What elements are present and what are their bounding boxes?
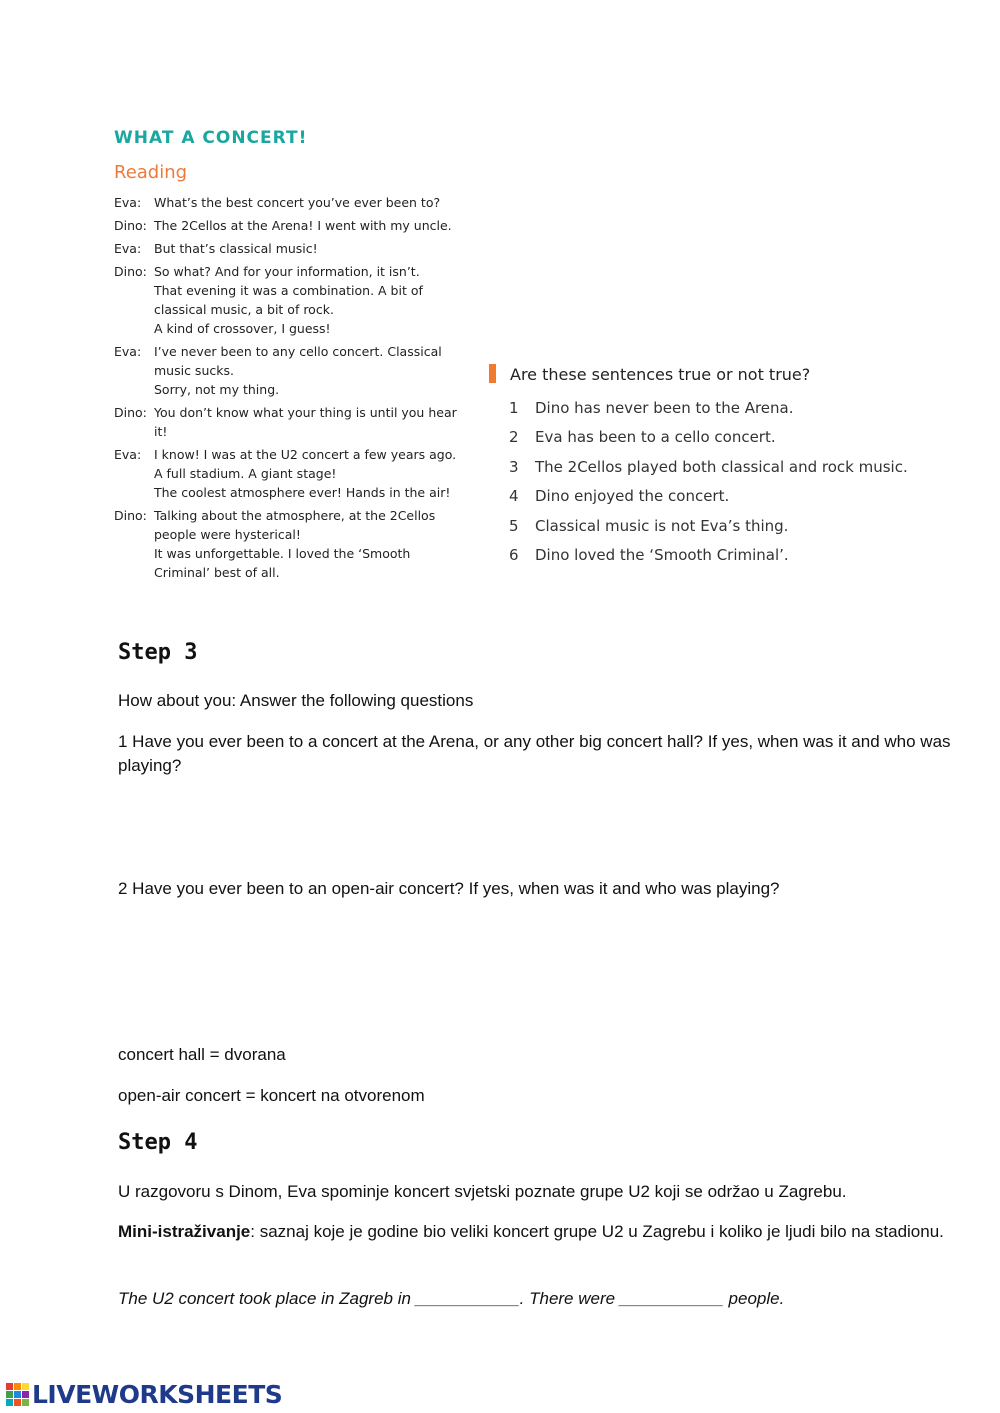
step4-heading: Step 4 xyxy=(118,1130,198,1155)
reading-subtitle: Reading xyxy=(114,162,188,183)
statement-item: 3 The 2Cellos played both classical and rock music. xyxy=(509,457,908,476)
fill-in-sentence: The U2 concert took place in Zagreb in ___________. There were ___________ people. xyxy=(118,1289,785,1308)
utterance: But that’s classical music! xyxy=(154,241,318,256)
liveworksheets-logo xyxy=(6,1380,282,1409)
utterance: So what? And for your information, it isn’t. That evening it was a combination. A bit of classical music, a bit of rock. A kind of crossover, I guess! xyxy=(154,264,423,336)
true-false-question: Are these sentences true or not true? xyxy=(510,365,811,384)
utterance: I’ve never been to any cello concert. Classical music sucks. Sorry, not my thing. xyxy=(154,344,442,397)
speaker: Dino: xyxy=(114,264,147,279)
step3-question-1: 1 Have you ever been to a concert at the Arena, or any other big concert hall? If yes, when was it and who was playing? xyxy=(118,732,951,775)
utterance: What’s the best concert you’ve ever been to? xyxy=(154,195,441,210)
logo-grid-icon xyxy=(6,1383,29,1406)
utterance: You don’t know what your thing is until you hear it! xyxy=(154,405,457,439)
step3-question-2: 2 Have you ever been to an open-air concert? If yes, when was it and who was playing? xyxy=(118,879,780,898)
speaker: Dino: xyxy=(114,405,147,420)
speaker: Eva: xyxy=(114,344,142,359)
mini-research xyxy=(118,1220,958,1244)
statement-item: 2 Eva has been to a cello concert. xyxy=(509,428,776,447)
statement-item: 5 Classical music is not Eva’s thing. xyxy=(509,516,789,535)
accent-bar xyxy=(489,364,496,383)
utterance: Talking about the atmosphere, at the 2Cellos people were hysterical! It was unforgettable. I loved the ‘Smooth Criminal’ best of all. xyxy=(154,508,436,580)
logo-text: LIVEWORKSHEETS xyxy=(32,1380,283,1409)
dialogue-line xyxy=(114,403,464,441)
utterance: The 2Cellos at the Arena! I went with my uncle. xyxy=(154,218,452,233)
statement-item: 1 Dino has never been to the Arena. xyxy=(509,399,794,417)
speaker: Eva: xyxy=(114,241,142,256)
speaker: Dino: xyxy=(114,508,147,523)
dialogue-line xyxy=(114,445,464,502)
dialogue xyxy=(114,193,464,586)
mini-research-label: Mini-istraživanje xyxy=(118,1222,251,1241)
dialogue-line xyxy=(114,506,464,582)
dialogue-line xyxy=(114,193,464,212)
dialogue-line xyxy=(114,262,464,338)
dialogue-line xyxy=(114,342,464,399)
statement-item: 6 Dino loved the ‘Smooth Criminal’. xyxy=(509,546,789,565)
step3-intro: How about you: Answer the following questions xyxy=(118,691,474,710)
reading-title: WHAT A CONCERT! xyxy=(114,128,308,148)
vocab-open-air: open-air concert = koncert na otvorenom xyxy=(118,1086,425,1105)
true-false-panel xyxy=(489,362,909,570)
speaker: Eva: xyxy=(114,447,142,462)
speaker: Eva: xyxy=(114,195,142,210)
step3-heading: Step 3 xyxy=(118,640,198,665)
utterance: I know! I was at the U2 concert a few years ago. A full stadium. A giant stage! The coolest atmosphere ever! Hands in the air! xyxy=(154,447,457,500)
vocab-concert-hall: concert hall = dvorana xyxy=(118,1045,286,1064)
dialogue-line xyxy=(114,216,464,235)
step4-text: U razgovoru s Dinom, Eva spominje koncert svjetski poznate grupe U2 koji se održao u Zagrebu. xyxy=(118,1182,847,1201)
speaker: Dino: xyxy=(114,218,147,233)
statement-item: 4 Dino enjoyed the concert. xyxy=(509,487,730,506)
dialogue-line xyxy=(114,239,464,258)
mini-research-text: : saznaj koje je godine bio veliki koncert grupe U2 u Zagrebu i koliko je ljudi bilo na stadionu. xyxy=(250,1222,944,1241)
